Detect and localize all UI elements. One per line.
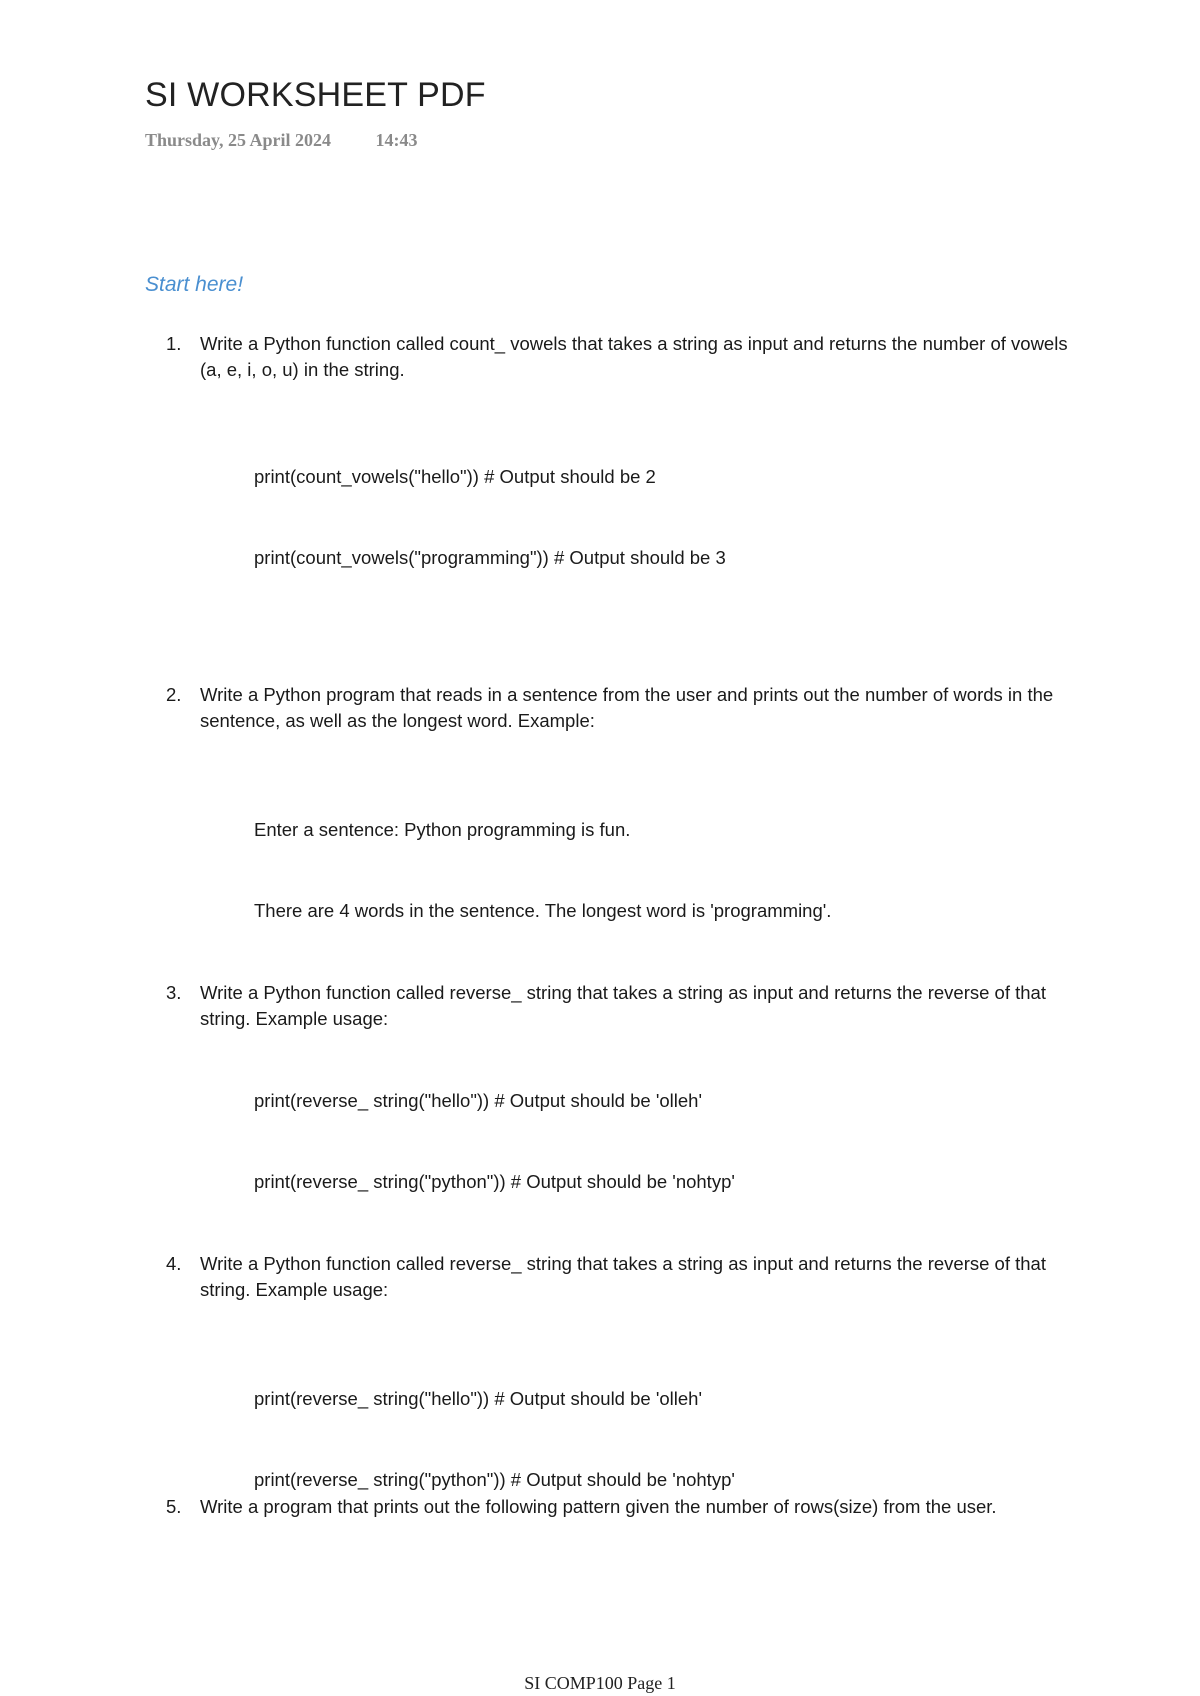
question-2: [166, 682, 1076, 734]
question-3: [166, 980, 1076, 1032]
code-example-2: [254, 762, 831, 951]
page-title: SI WORKSHEET PDF: [145, 76, 486, 114]
question-number: 2.: [166, 684, 182, 705]
page-footer: SI COMP100 Page 1: [524, 1673, 676, 1693]
code-example-4: [254, 1331, 735, 1520]
code-line: print(count_vowels("hello")) # Output should be 2: [254, 466, 656, 487]
question-number: 4.: [166, 1253, 182, 1274]
page-time: 14:43: [375, 130, 418, 150]
page-date: Thursday, 25 April 2024: [145, 130, 332, 150]
question-text: Write a Python function called reverse_ string that takes a string as input and returns the reverse of that string. Example usage:: [200, 982, 1046, 1029]
page-meta: [145, 130, 418, 151]
question-number: 5.: [166, 1496, 182, 1517]
question-text: Write a program that prints out the following pattern given the number of rows(size) from the user.: [200, 1496, 997, 1517]
question-4: [166, 1251, 1076, 1303]
question-text: Write a Python function called reverse_ string that takes a string as input and returns the reverse of that string. Example usage:: [200, 1253, 1046, 1300]
code-line: print(reverse_ string("python")) # Output should be 'nohtyp': [254, 1469, 735, 1490]
code-line: Enter a sentence: Python programming is fun.: [254, 819, 631, 840]
question-1: [166, 331, 1076, 383]
question-text: Write a Python program that reads in a sentence from the user and prints out the number of words in the sentence, as well as the longest word. Example:: [200, 684, 1054, 731]
question-5: [166, 1494, 1076, 1520]
code-line: print(count_vowels("programming")) # Output should be 3: [254, 547, 726, 568]
code-example-3: [254, 1033, 735, 1222]
question-number: 3.: [166, 982, 182, 1003]
question-text: Write a Python function called count_ vowels that takes a string as input and returns the number of vowels (a, e, i, o, u) in the string.: [200, 333, 1068, 380]
start-here-heading: Start here!: [145, 273, 244, 296]
code-line: print(reverse_ string("hello")) # Output should be 'olleh': [254, 1388, 702, 1409]
question-number: 1.: [166, 333, 182, 354]
code-line: print(reverse_ string("hello")) # Output should be 'olleh': [254, 1090, 702, 1111]
code-line: print(reverse_ string("python")) # Output should be 'nohtyp': [254, 1171, 735, 1192]
code-line: There are 4 words in the sentence. The longest word is 'programming'.: [254, 900, 832, 921]
code-example-1: [254, 409, 726, 598]
